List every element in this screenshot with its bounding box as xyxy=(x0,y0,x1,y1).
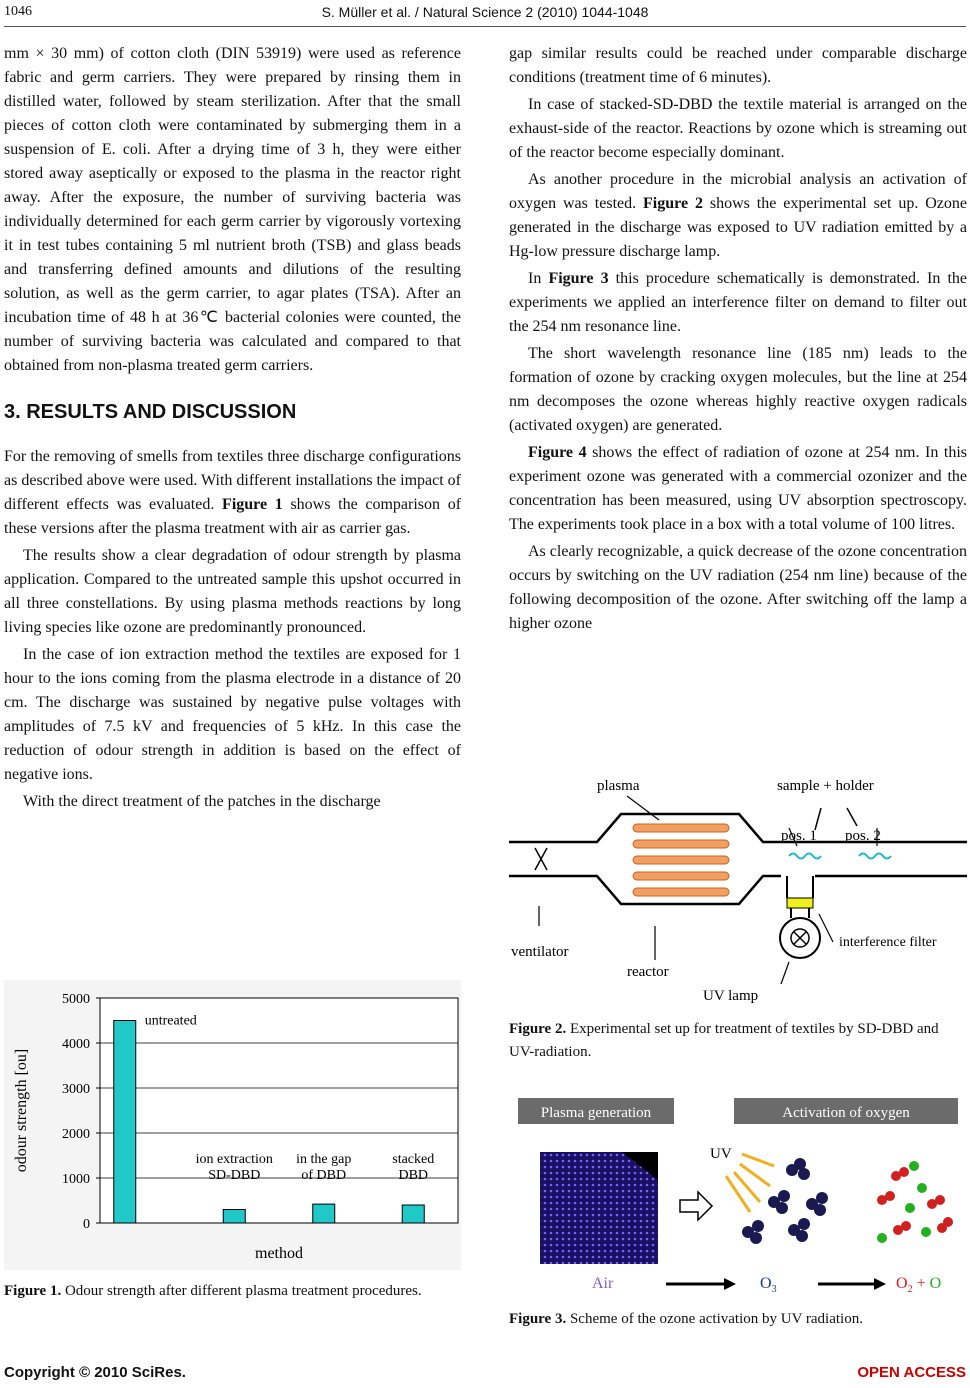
bar-label: SD-DBD xyxy=(208,1168,261,1183)
bar xyxy=(313,1204,335,1223)
air-label: Air xyxy=(592,1275,614,1292)
x-axis-label: method xyxy=(255,1245,303,1262)
bar-label: ion extraction xyxy=(195,1152,273,1167)
figure-1-bar-chart xyxy=(4,980,461,1270)
paragraph: In the case of ion extraction method the textiles are exposed for 1 hour to the ions coming from the plasma electrode in a distance of 20 cm. The discharge was sustained by negative pulse voltages with amplitudes of 7.5 kV and frequencies of 5 kHz. In this case the reduction of odour strength in addition is based on the effect of negative ions. xyxy=(4,646,461,783)
label-uv-lamp: UV lamp xyxy=(703,988,759,1004)
paragraph: The results show a clear degradation of odour strength by plasma application. Compared to the untreated sample this upshot occurred in all three constellations. By using plasma methods reactions by long living species like ozone are predominantly pronounced. xyxy=(4,547,461,636)
y-axis-label: odour strength [ou] xyxy=(13,1048,30,1173)
plasma-generation-label: Plasma generation xyxy=(540,1105,652,1121)
figure-ref[interactable]: Figure 3 xyxy=(548,270,609,287)
ozone-molecules-icon xyxy=(742,1158,828,1244)
tube-upper-wall xyxy=(509,814,967,842)
page-header xyxy=(0,4,970,26)
bar-label: of DBD xyxy=(301,1168,347,1183)
bar-label: DBD xyxy=(398,1168,429,1183)
paragraph: With the direct treatment of the patches in the discharge xyxy=(23,793,381,810)
paragraph: For the removing of smells from textiles three discharge configurations as described above were used. With different installations the impact of different effects was evaluated. Figure 1 shows the comparison of these versions after the plasma treatment with air as carrier gas. xyxy=(4,448,462,537)
figure-ref[interactable]: Figure 4 xyxy=(528,444,587,461)
products-formula: $O_2 + O$ xyxy=(896,1275,942,1295)
bar xyxy=(223,1210,245,1224)
y-tick-label: 1000 xyxy=(62,1172,90,1187)
activated-oxygen-icon xyxy=(877,1161,953,1243)
plot-area xyxy=(100,998,458,1223)
y-tick-label: 5000 xyxy=(62,992,90,1007)
y-tick-label: 4000 xyxy=(62,1037,90,1052)
uv-label: UV xyxy=(710,1146,732,1162)
figure-1-caption: Figure 1. Odour strength after different plasma treatment procedures. xyxy=(4,1283,422,1299)
figure-2-setup-diagram xyxy=(509,756,967,1008)
plasma-plates xyxy=(633,824,729,896)
paragraph: Figure 4 shows the effect of radiation of ozone at 254 nm. In this experiment ozone was generated with a commercial ozonizer and the concentration has been measured, using UV absorption spectroscopy. The experiments took place in a box with a total volume of 100 litres. xyxy=(509,444,968,533)
copyright: Copyright © 2010 SciRes. xyxy=(4,1364,186,1381)
figure-3-caption: Figure 3. Scheme of the ozone activation by UV radiation. xyxy=(509,1311,863,1327)
ventilator-icon xyxy=(535,848,547,870)
sample-pos1-icon xyxy=(789,854,821,859)
uv-rays-icon xyxy=(726,1154,774,1212)
bar xyxy=(402,1205,424,1223)
arrow-right-icon xyxy=(724,1278,736,1290)
paragraph: In case of stacked-SD-DBD the textile material is arranged on the exhaust-side of the reactor. Reactions by ozone which is streaming out of the reactor become especially dominant. xyxy=(509,96,967,161)
paragraph: As another procedure in the microbial analysis an activation of oxygen was tested. Figure 2 shows the experimental set up. Ozone generated in the discharge was exposed to UV radiation emitted by a Hg-low pressure discharge lamp. xyxy=(509,171,967,260)
ozone-formula: $O_3$ xyxy=(760,1275,777,1295)
y-tick-label: 2000 xyxy=(62,1127,90,1142)
label-plasma: plasma xyxy=(597,778,640,794)
paragraph: gap similar results could be reached under comparable discharge conditions (treatment time of 6 minutes). xyxy=(509,45,967,86)
figure-ref[interactable]: Figure 1 xyxy=(222,496,283,513)
interference-filter-icon xyxy=(787,898,813,908)
bar-label: stacked xyxy=(392,1152,435,1167)
label-pos2: pos. 2 xyxy=(845,828,881,844)
paragraph: mm × 30 mm) of cotton cloth (DIN 53919) were used as reference fabric and germ carriers. They were prepared by rinsing them in distilled water, followed by steam sterilization. After that the small pieces of cotton cloth were contaminated by submerging them in a suspension of E. coli. After a drying time of 3 h, they were either stored away aseptically or exposed to the plasma in the reactor right away. After the exposure, the number of surviving bacteria was individually determined for each germ carrier by vigorously vortexing it in test tubes containing 5 ml nutrient broth (TSB) and glass beads and transferring defined amounts and dilutions of the resulting solution, as well as the germ carrier, to agar plates (TSA). After an incubation time of 48 h at 36℃ bacterial colonies were counted, the number of surviving bacteria was calculated and compared to that obtained from non-plasma treated germ carriers. xyxy=(4,45,461,374)
bar-label: untreated xyxy=(144,1013,197,1029)
activation-label: Activation of oxygen xyxy=(782,1105,910,1121)
bar xyxy=(114,1021,136,1224)
sample-pos2-icon xyxy=(859,854,891,859)
label-ventilator: ventilator xyxy=(511,944,569,960)
section-heading: 3. RESULTS AND DISCUSSION xyxy=(4,401,297,423)
right-column xyxy=(509,42,967,639)
open-access-badge: OPEN ACCESS xyxy=(857,1364,966,1381)
bar-label: in the gap xyxy=(296,1152,352,1167)
figure-3-activation-scheme xyxy=(512,1092,964,1310)
label-interference-filter: interference filter xyxy=(839,935,937,950)
label-pos1: pos. 1 xyxy=(781,828,817,844)
label-sample-holder: sample + holder xyxy=(777,778,874,794)
label-reactor: reactor xyxy=(627,964,669,980)
hollow-arrow-icon xyxy=(680,1192,712,1220)
y-tick-label: 0 xyxy=(83,1217,90,1232)
figure-ref[interactable]: Figure 2 xyxy=(643,195,703,212)
paragraph: As clearly recognizable, a quick decrease of the ozone concentration occurs by switching on the UV radiation (254 nm line) because of the following decomposition of the ozone. After switching off the lamp a higher ozone xyxy=(509,543,967,632)
paragraph: The short wavelength resonance line (185 nm) leads to the formation of ozone by cracking oxygen molecules, but the line at 254 nm decomposes the ozone whereas highly reactive oxygen radicals (activated oxygen) are generated. xyxy=(509,345,967,434)
page-number: 1046 xyxy=(4,4,32,19)
running-head: S. Müller et al. / Natural Science 2 (2010) 1044-1048 xyxy=(321,4,649,20)
header-rule xyxy=(4,26,966,27)
figure-2-caption: Figure 2. Experimental set up for treatment of textiles by SD-DBD and UV-radiation. xyxy=(509,1021,939,1060)
paragraph: In Figure 3 this procedure schematically is demonstrated. In the experiments we applied an interference filter on demand to filter out the 254 nm resonance line. xyxy=(509,270,968,335)
y-tick-label: 3000 xyxy=(62,1082,90,1097)
arrow-right-icon xyxy=(874,1278,886,1290)
plasma-image xyxy=(540,1152,658,1264)
left-column xyxy=(4,42,461,817)
